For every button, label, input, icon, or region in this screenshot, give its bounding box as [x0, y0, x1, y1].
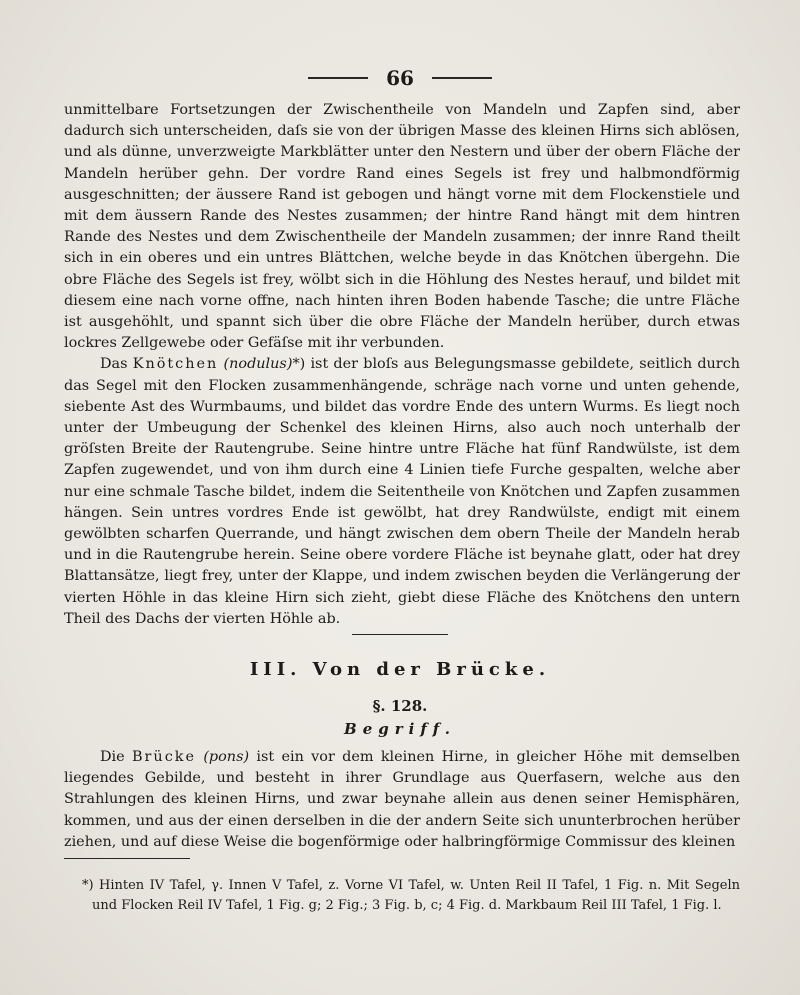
latin-term-nodulus: (nodulus) [223, 356, 293, 373]
paragraph-knoetchen [64, 354, 740, 630]
paragraph-text: ist der bloſs aus Belegungsmasse gebildete, seitlich durch das Segel mit den Flocken zusammenhängende, schräge nach vorne und unten gehende, siebente Ast des Wurmbaums, und bildet das vordre Ende des untern Wurms. Es liegt noch unter der Umbeugung der Schenkel des kleinen Hirns, also auch noch unterhalb der gröſsten Breite der Rautengrube. Seine hintre untre Fläche hat fünf Randwülste, ist dem Zapfen zugewendet, und von ihm durch eine 4 Linien tiefe Furche gespalten, welche aber nur eine schmale Tasche bildet, indem die Seitentheile von Knötchen und Zapfen zusammen hängen. Sein untres vordres Ende ist gewölbt, hat drey Randwülste, endigt mit einem gewölbten scharfen Querrande, und hängt zwischen dem obern Theile der Mandeln herab und in die Rautengrube herein. Seine obere vordere Fläche ist beynahe glatt, oder hat drey Blattansätze, liegt frey, unter der Klappe, und indem zwischen beyden die Verlängerung der vierten Höhle in das kleine Hirn sich zieht, giebt diese Fläche des Knötchens den untern Theil des Dachs der vierten Höhle ab. [64, 356, 741, 627]
header-rule-right [432, 77, 492, 79]
section-divider [352, 634, 448, 635]
paragraph-segel: unmittelbare Fortsetzungen der Zwischentheile von Mandeln und Zapfen sind, aber dadurch sich unterscheiden, daſs sie von der übrigen Masse des kleinen Hirns sich ablösen, und als dünne, unverzweigte Markblätter unter den Nestern und über der obern Fläche der Mandeln herüber gehn. Der vordre Rand eines Segels ist frey und halbmondförmig ausgeschnitten; der äussere Rand ist gebogen und hängt vorne mit dem Flockenstiele und mit dem äussern Rande des Nestes zusammen; der hintre Rand hängt mit dem hintren Rande des Nestes und dem Zwischentheile der Mandeln zusammen; der innre Rand theilt sich in ein oberes und ein untres Blättchen, welche beyde in das Knötchen übergehn. Die obre Fläche des Segels ist frey, wölbt sich in die Höhlung des Nestes herauf, und bildet mit diesem eine nach vorne offne, nach hinten ihren Boden habende Tasche; die untre Fläche ist ausgehöhlt, und spannt sich über die obre Fläche der Mandeln herüber, durch etwas lockres Zellgewebe oder Gefäſse mit ihr verbunden. [64, 102, 740, 352]
paragraph-heading: Begriff. [344, 720, 456, 738]
term-knoetchen: Knötchen [132, 356, 219, 373]
footnote-divider [64, 858, 190, 859]
term-bruecke: Brücke [131, 749, 196, 765]
paragraph-lead: Das [100, 356, 133, 373]
footnote-marker: *) [82, 878, 94, 893]
header-rule-left [308, 77, 368, 79]
footnote [82, 876, 740, 916]
paragraph-lead: Die [100, 749, 132, 765]
latin-term-pons: (pons) [203, 749, 250, 765]
main-text [64, 100, 740, 630]
paragraph-number: §. 128. [372, 697, 428, 715]
page-number: 66 [386, 66, 414, 90]
page-header [0, 66, 800, 90]
paragraph-text: ist ein vor dem kleinen Hirne, in gleicher Höhe mit demselben liegendes Gebilde, und besteht in ihrer Grundlage aus Querfasern, welche aus den Strahlungen des kleinen Hirns, und zwar beynahe allein aus denen seiner Hemisphären, kommen, und aus der einen derselben in die der andern Seite sich ununterbrochen herüber ziehen, und auf diese Weise die bogenförmige oder halbringförmige Commissur des kleinen [64, 749, 740, 850]
section-title: III. Von der Brücke. [249, 659, 551, 680]
footnote-reference: *) [292, 356, 306, 373]
section-text [64, 747, 740, 853]
footnote-text: Hinten IV Tafel, γ. Innen V Tafel, z. Vorne VI Tafel, w. Unten Reil II Tafel, 1 Fig. n. Mit Segeln und Flocken Reil IV Tafel, 1 Fig. g; 2 Fig.; 3 Fig. b, c; 4 Fig. d. Markbaum Reil III Tafel, 1 Fig. l. [92, 878, 740, 913]
paragraph-bruecke [64, 747, 740, 853]
